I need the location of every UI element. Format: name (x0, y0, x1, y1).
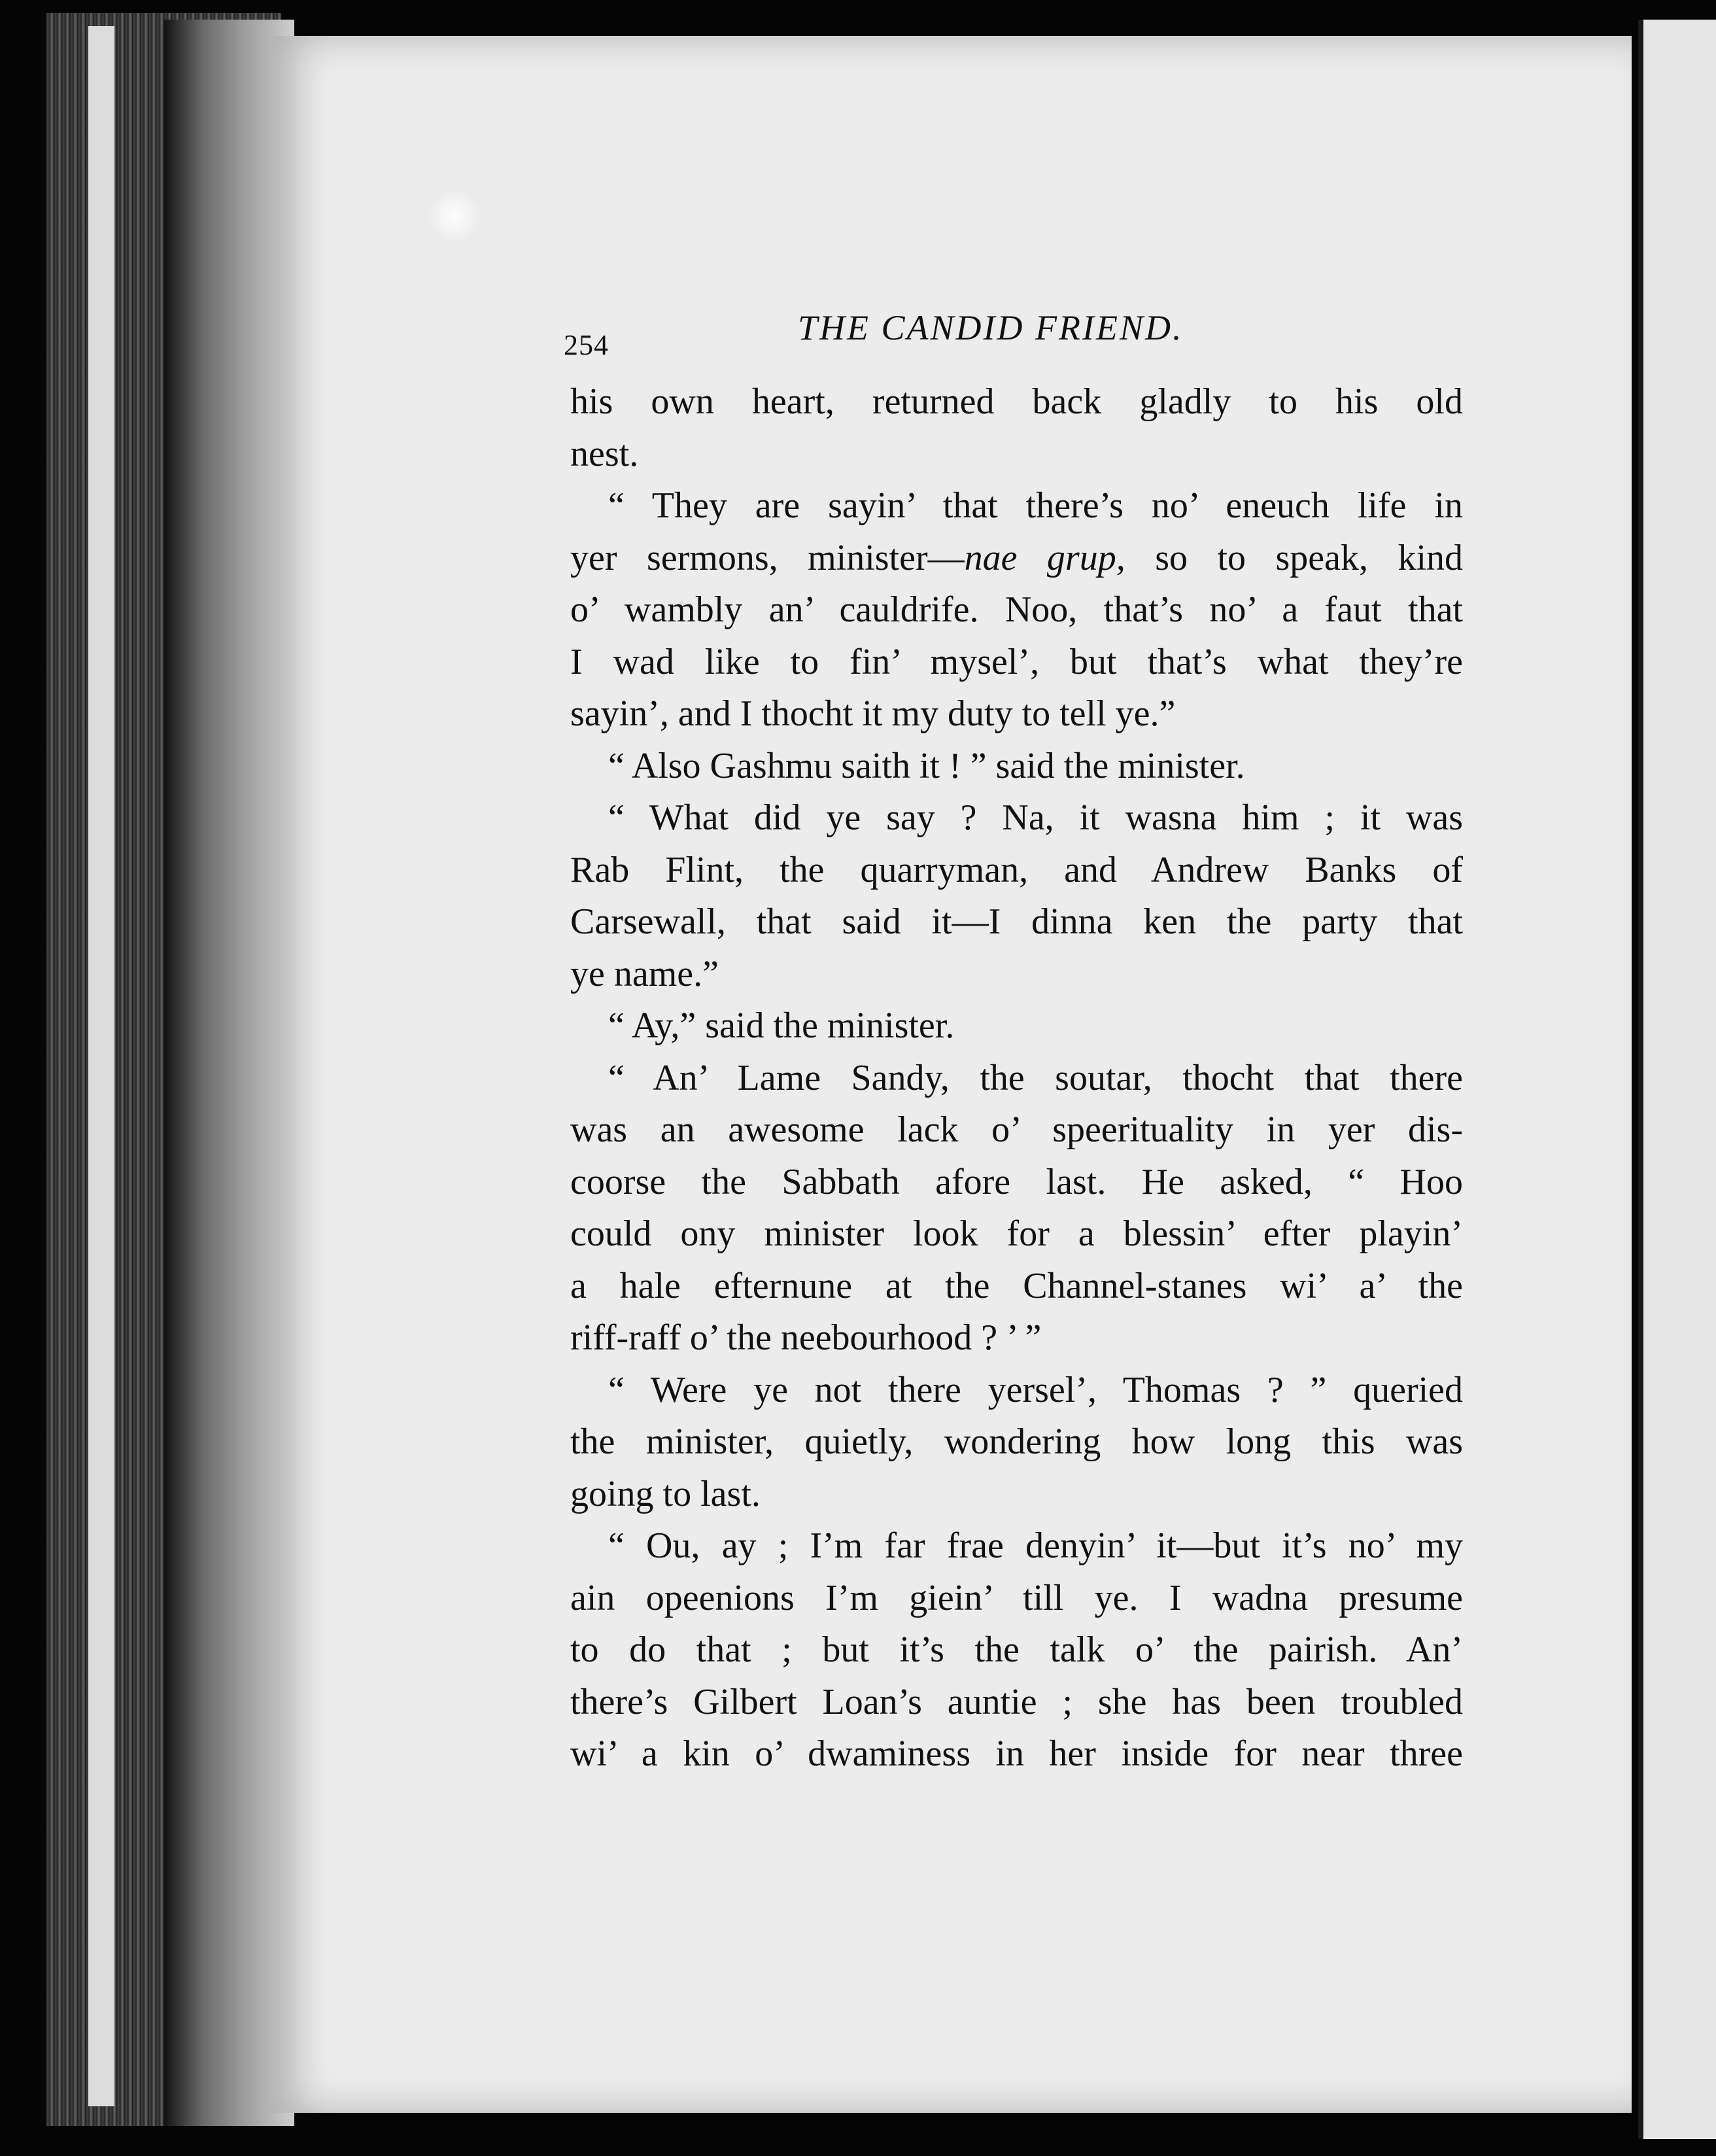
text-line: the minister, quietly, wondering how long this was (570, 1421, 1463, 1462)
text-line: riff-raff o’ the neebourhood ? ’ ” (570, 1317, 1042, 1358)
running-title: THE CANDID FRIEND. (798, 308, 1184, 347)
page-header (564, 307, 1244, 360)
text-line: to do that ; but it’s the talk o’ the pairish. An’ (570, 1629, 1463, 1670)
text-line: Rab Flint, the quarryman, and Andrew Banks of (570, 849, 1463, 890)
text-line: his own heart, returned back gladly to his old (570, 381, 1463, 422)
text-line: “ What did ye say ? Na, it wasna him ; it was (608, 797, 1463, 838)
text-line: “ An’ Lame Sandy, the soutar, thocht that there (608, 1057, 1463, 1098)
text-line: “ They are sayin’ that there’s no’ eneuch life in (608, 485, 1463, 526)
text-run: so to speak, kind (1125, 537, 1463, 578)
text-line: could ony minister look for a blessin’ efter playin’ (570, 1213, 1463, 1254)
text-line: o’ wambly an’ cauldrife. Noo, that’s no’ a faut that (570, 589, 1463, 630)
text-line: going to last. (570, 1473, 761, 1514)
text-line: was an awesome lack o’ speerituality in yer dis- (570, 1109, 1463, 1150)
text-line: there’s Gilbert Loan’s auntie ; she has been troubled (570, 1681, 1463, 1722)
text-line (570, 532, 1463, 585)
paper-smudge (425, 190, 484, 242)
text-line: I wad like to fin’ mysel’, but that’s what they’re (570, 641, 1463, 682)
facing-page-edge (1638, 20, 1716, 2139)
text-line: “ Ou, ay ; I’m far frae denyin’ it—but it’s no’ my (608, 1525, 1463, 1566)
text-line: coorse the Sabbath afore last. He asked, “ Hoo (570, 1161, 1463, 1202)
text-line: “ Also Gashmu saith it ! ” said the minister. (608, 745, 1245, 786)
italic-phrase: nae grup, (964, 537, 1125, 578)
text-line: “ Were ye not there yersel’, Thomas ? ” queried (608, 1369, 1463, 1410)
page-body (570, 376, 1463, 1781)
text-run: yer sermons, minister— (570, 537, 965, 578)
text-line: a hale efternune at the Channel-stanes wi’ a’ the (570, 1265, 1463, 1306)
text-line: sayin’, and I thocht it my duty to tell ye.” (570, 693, 1176, 734)
text-line: nest. (570, 433, 639, 474)
text-line: ain opeenions I’m giein’ till ye. I wadna presume (570, 1577, 1463, 1618)
book-edge-band (88, 26, 114, 2106)
text-line: ye name.” (570, 953, 719, 994)
text-line: Carsewall, that said it—I dinna ken the party that (570, 901, 1463, 942)
text-line: wi’ a kin o’ dwaminess in her inside for near three (570, 1733, 1463, 1774)
page-number: 254 (564, 329, 609, 361)
text-line: “ Ay,” said the minister. (608, 1005, 955, 1046)
